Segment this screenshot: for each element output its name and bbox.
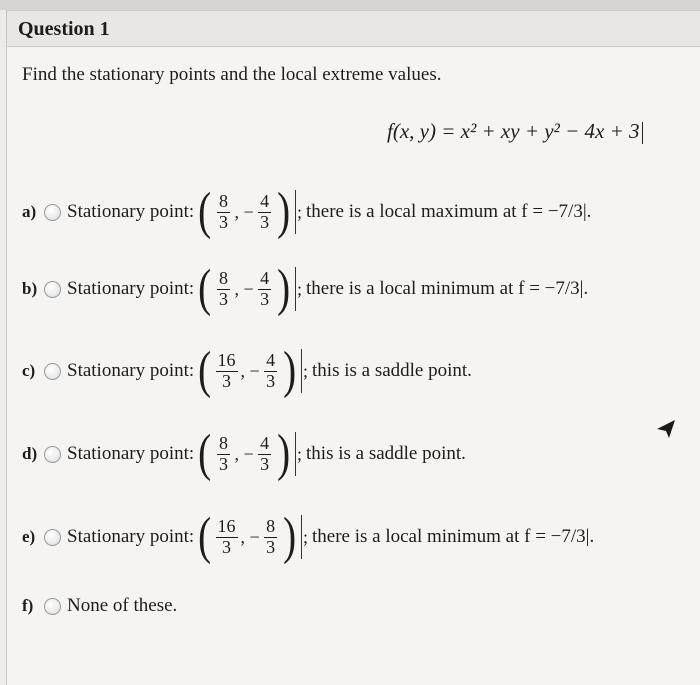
text-cursor <box>642 122 643 144</box>
y-numerator: 4 <box>266 350 276 371</box>
option-letter: b) <box>22 279 38 298</box>
x-denominator: 3 <box>219 288 229 309</box>
question-panel <box>6 10 700 685</box>
radio-button-icon[interactable] <box>44 446 61 463</box>
top-strip <box>0 0 700 10</box>
x-numerator: 8 <box>219 433 229 454</box>
cursor-bar <box>295 267 296 311</box>
question-prompt: Find the stationary points and the local extreme values. <box>22 64 442 85</box>
x-fraction <box>216 269 232 309</box>
mouse-pointer-icon <box>655 418 677 440</box>
option-conclusion: there is a local maximum at f = −7/3|. <box>306 201 592 222</box>
radio-button-icon[interactable] <box>44 598 61 615</box>
y-denominator: 3 <box>260 211 270 232</box>
option-f[interactable] <box>22 576 177 636</box>
option-e[interactable] <box>22 507 594 567</box>
coordinate-separator: , − <box>234 201 254 222</box>
coordinate-separator: , − <box>234 278 254 299</box>
radio-button-icon[interactable] <box>44 529 61 546</box>
option-label: Stationary point: <box>67 526 195 547</box>
left-paren: ( <box>198 425 212 482</box>
right-paren: ) <box>282 342 296 399</box>
x-fraction <box>216 434 232 474</box>
x-denominator: 3 <box>219 211 229 232</box>
cursor-bar <box>295 432 296 476</box>
right-paren: ) <box>282 508 296 565</box>
radio-button-icon[interactable] <box>44 204 61 221</box>
cursor-bar <box>301 515 302 559</box>
x-denominator: 3 <box>219 453 229 474</box>
left-paren: ( <box>198 508 212 565</box>
cursor-bar <box>295 190 296 234</box>
option-conclusion: there is a local minimum at f = −7/3|. <box>306 278 589 299</box>
x-numerator: 16 <box>217 516 236 537</box>
y-denominator: 3 <box>260 453 270 474</box>
right-paren: ) <box>276 260 290 317</box>
y-numerator: 8 <box>266 516 276 537</box>
semicolon: ; <box>303 360 309 381</box>
x-denominator: 3 <box>222 370 232 391</box>
option-letter: f) <box>22 596 34 615</box>
question-header <box>7 10 700 47</box>
radio-button-icon[interactable] <box>44 281 61 298</box>
question-title: Question 1 <box>18 18 110 40</box>
option-letter: c) <box>22 361 36 380</box>
x-numerator: 8 <box>219 268 229 289</box>
option-letter: e) <box>22 527 36 546</box>
y-denominator: 3 <box>266 370 276 391</box>
y-fraction <box>257 192 273 232</box>
option-b[interactable] <box>22 259 588 319</box>
cursor-bar <box>301 349 302 393</box>
x-numerator: 16 <box>217 350 236 371</box>
function-formula <box>387 119 643 144</box>
y-fraction <box>263 517 279 557</box>
option-label: None of these. <box>67 595 178 616</box>
y-fraction <box>263 351 279 391</box>
option-letter: d) <box>22 444 38 463</box>
x-numerator: 8 <box>219 191 229 212</box>
semicolon: ; <box>297 201 303 222</box>
x-fraction <box>216 192 232 232</box>
y-denominator: 3 <box>266 536 276 557</box>
right-paren: ) <box>276 425 290 482</box>
semicolon: ; <box>297 443 303 464</box>
y-numerator: 4 <box>260 268 270 289</box>
y-numerator: 4 <box>260 191 270 212</box>
function-text: f(x, y) = x² + xy + y² − 4x + 3 <box>387 119 640 143</box>
option-a[interactable] <box>22 182 591 242</box>
option-letter: a) <box>22 202 37 221</box>
coordinate-separator: , − <box>234 443 254 464</box>
left-paren: ( <box>198 260 212 317</box>
x-fraction <box>216 517 238 557</box>
option-c[interactable] <box>22 341 472 401</box>
y-numerator: 4 <box>260 433 270 454</box>
left-paren: ( <box>198 342 212 399</box>
option-label: Stationary point: <box>67 360 195 381</box>
y-fraction <box>257 269 273 309</box>
right-paren: ) <box>276 183 290 240</box>
x-denominator: 3 <box>222 536 232 557</box>
radio-button-icon[interactable] <box>44 363 61 380</box>
option-d[interactable] <box>22 424 466 484</box>
y-fraction <box>257 434 273 474</box>
coordinate-separator: , − <box>240 526 260 547</box>
left-paren: ( <box>198 183 212 240</box>
option-conclusion: this is a saddle point. <box>312 360 472 381</box>
option-conclusion: this is a saddle point. <box>306 443 466 464</box>
y-denominator: 3 <box>260 288 270 309</box>
coordinate-separator: , − <box>240 360 260 381</box>
option-conclusion: there is a local minimum at f = −7/3|. <box>312 526 595 547</box>
semicolon: ; <box>303 526 309 547</box>
x-fraction <box>216 351 238 391</box>
semicolon: ; <box>297 278 303 299</box>
option-label: Stationary point: <box>67 201 195 222</box>
option-label: Stationary point: <box>67 278 195 299</box>
option-label: Stationary point: <box>67 443 195 464</box>
